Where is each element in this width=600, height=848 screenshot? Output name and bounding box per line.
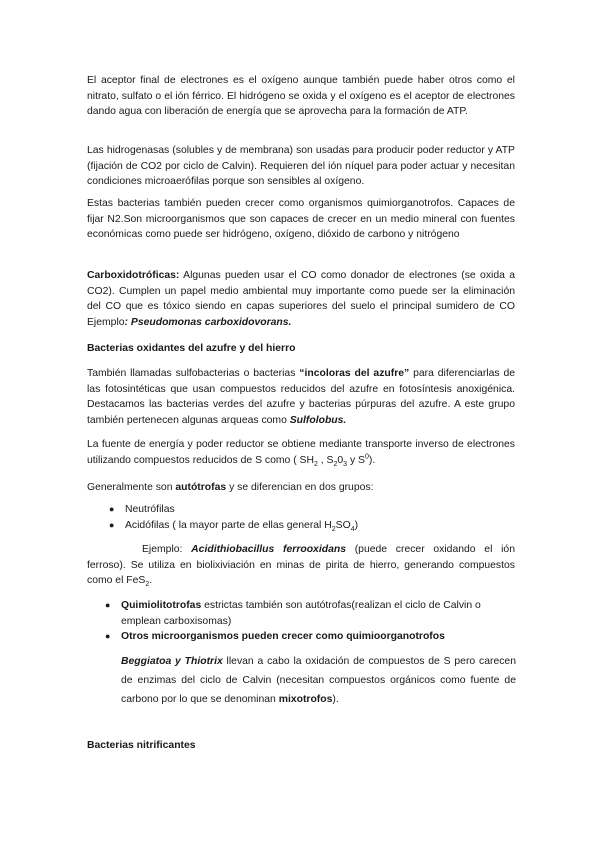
paragraph-chemoorganotrophs: Estas bacterias también pueden crecer como organismos quimiorganotrofos. Capaces de fijar N2.Son microorganismos que son capaces de crecer en un medio mineral con fuentes económicas como puede ser hidrógeno, oxígeno, dióxido de carbono y nitrógeno (87, 198, 515, 241)
list-item-chemoorganotrophs (105, 629, 516, 645)
energy-text-e: ). (368, 454, 376, 466)
sub-fes2: 2 (145, 581, 150, 589)
energy-text-d: y S (347, 454, 365, 466)
example-label: Ejemplo: (142, 544, 192, 555)
sub-3: 3 (343, 460, 348, 468)
acidophiles-so: SO (335, 519, 351, 531)
acidithiobacillus-term: Acidithiobacillus ferrooxidans (191, 544, 346, 555)
energy-text-b: , S (317, 454, 334, 466)
paragraph-energy-source (87, 437, 515, 468)
example-species: : Pseudomonas carboxidovorans. (124, 316, 292, 328)
list-item-neutrophiles (109, 502, 515, 518)
paragraph-acidithiobacillus (87, 542, 515, 589)
neutrophiles-label: Neutrófilas (125, 504, 175, 515)
acidophiles-close: ) (354, 519, 359, 531)
sulfolobus-term: Sulfolobus. (289, 414, 347, 426)
list-item-chemolithotrophs (105, 598, 516, 629)
mixotrophs-term: mixotrofos (278, 694, 333, 705)
paragraph-beggiatoa (121, 652, 516, 709)
paragraph-electron-acceptor: El aceptor final de electrones es el oxígeno aunque también puede haber otros como el nitrato, sulfato o el ión férrico. El hidrógeno se oxida y el oxígeno es el aceptor de electrones dando agua con liberación de energía que se aprovecha para la formación de ATP. (87, 75, 515, 118)
paragraph-hydrogenases: Las hidrogenasas (solubles y de membrana) son usadas para producir poder reductor y ATP (fijación de CO2 por ciclo de Calvin). Requieren del ión níquel para poder actuar y necesitan condiciones microaerófilas porque son sensibles al oxígeno. (87, 145, 515, 188)
sulfobacteria-text-c: para diferenciarlas de las fotosintéticas que usan compuestos reducidos del azufre en fotosíntesis anoxigénica. Destacamos las bacterias verdes del azufre y bacterias púrpuras del azufre. A este grupo también pertenecen algunas arqueas como (87, 368, 516, 426)
autotrophs-term: autótrofas (175, 482, 227, 493)
sub-1: 2 (313, 460, 318, 468)
group-list (109, 502, 515, 533)
sup-0: 0 (364, 453, 369, 461)
colorless-sulfur-term: “incoloras del azufre” (299, 368, 410, 379)
beggiatoa-term: Beggiatoa y Thiotrix (121, 656, 223, 667)
paragraph-two-groups (87, 480, 515, 496)
energy-text-a: La fuente de energía y poder reductor se obtiene mediante transporte inverso de electrones utilizando compuestos reducidos de S como ( SH (87, 439, 515, 466)
acidophiles-label: Acidófilas ( la mayor parte de ellas general H (125, 519, 332, 531)
bullet-icon: ● (105, 600, 111, 610)
heading-sulfur-iron-bacteria: Bacterias oxidantes del azufre y del hierro (87, 343, 296, 354)
groups-text-c: y se diferencian en dos grupos: (226, 482, 374, 493)
chemolithotrophs-term: Quimiolitotrofas (121, 600, 202, 611)
acidithiobacillus-text: (puede crecer oxidando el ión ferroso). Se utiliza en biolixiviación en minas de pirita de hierro, generando compuestos como el FeS (87, 544, 515, 587)
bullet-icon: ● (109, 504, 115, 514)
paragraph-sulfobacteria (87, 366, 515, 428)
chemoorganotrophs-text: Otros microorganismos pueden crecer como quimioorganotrofos (121, 631, 445, 643)
sub-2: 2 (333, 460, 338, 468)
heading-nitrifying-bacteria: Bacterias nitrificantes (87, 740, 196, 751)
organism-list (105, 598, 516, 645)
carboxidotrophs-text: Algunas pueden usar el CO como donador de electrones (se oxida a CO2). Cumplen un papel medio ambiental muy importante como puede ser la eliminación del CO que es tóxico siendo en capas superiores del suelo el principal sumidero de CO Ejemplo (87, 270, 515, 328)
beggiatoa-end: ). (332, 694, 339, 705)
groups-text-a: Generalmente son (87, 482, 176, 493)
sulfobacteria-text-a: También llamadas sulfobacterias o bacterias (87, 368, 300, 379)
bullet-icon: ● (105, 631, 111, 642)
sub-o4: 4 (350, 525, 355, 533)
acidithiobacillus-end: . (149, 575, 153, 587)
sub-h2: 2 (331, 525, 336, 533)
list-item-acidophiles (109, 518, 515, 534)
energy-text-c: 0 (337, 454, 344, 466)
beggiatoa-text: llevan a cabo la oxidación de compuestos de S pero carecen de enzimas del ciclo de Calvin (necesitan compuestos orgánicos como fuente de carbono por lo que se denominan (121, 656, 516, 705)
term-carboxidotrophs: Carboxidotróficas: (87, 270, 180, 281)
chemolithotrophs-text: estrictas también son autótrofas(realizan el ciclo de Calvin o emplean carboxisomas) (121, 600, 481, 627)
bullet-icon: ● (109, 519, 115, 530)
paragraph-carboxidotrophs (87, 268, 515, 330)
